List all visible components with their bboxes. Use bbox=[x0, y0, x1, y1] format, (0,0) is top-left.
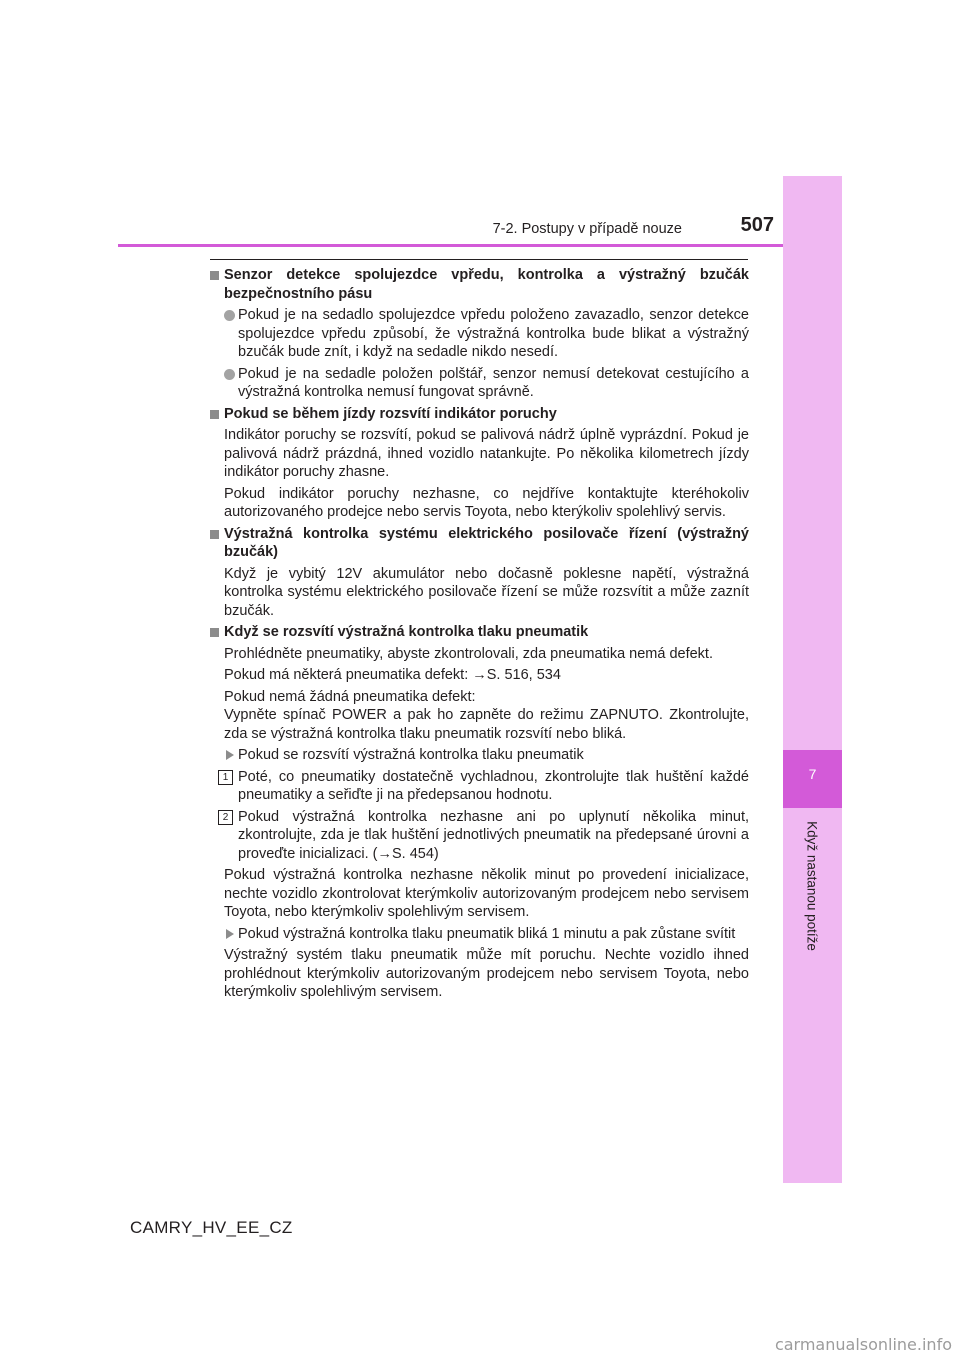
step-item bbox=[209, 808, 749, 864]
chapter-label: Když nastanou potíže bbox=[804, 821, 820, 951]
paragraph: Když je vybitý 12V akumulátor nebo dočasně poklesne napětí, výstražná kontrolka systému elektrického posilovače řízení se může rozsvítit a může zaznít bzučák. bbox=[224, 565, 749, 619]
step-number: 2 bbox=[218, 810, 233, 825]
section-power-steering bbox=[209, 525, 749, 621]
section-tire-pressure bbox=[209, 623, 749, 1002]
step-text: Poté, co pneumatiky dostatečně vychladnou, zkontrolujte tlak huštění každé pneumatiky a seřiďte ji na předepsanou hodnotu. bbox=[238, 768, 749, 803]
content-top-rule bbox=[210, 259, 748, 260]
step-text: Pokud výstražná kontrolka nezhasne ani po uplynutí několika minut, zkontrolujte, zda je tlak huštění jednotlivých pneumatik na předepsané úrovni a proveďte inicializaci. (→S. 454) bbox=[238, 808, 749, 862]
section-heading: Senzor detekce spolujezdce vpředu, kontrolka a výstražný bzučák bezpečnostního pásu bbox=[224, 267, 749, 302]
section-heading: Výstražná kontrolka systému elektrického posilovače řízení (výstražný bzučák) bbox=[224, 525, 749, 560]
watermark: carmanualsonline.info bbox=[774, 1335, 952, 1354]
paragraph-line: Pokud nemá žádná pneumatika defekt: bbox=[224, 688, 476, 705]
chapter-number: 7 bbox=[808, 766, 817, 782]
subheading-text: Pokud se rozsvítí výstražná kontrolka tlaku pneumatik bbox=[238, 747, 584, 763]
section-malfunction-indicator bbox=[209, 405, 749, 522]
step-number: 1 bbox=[218, 770, 233, 785]
square-bullet-icon bbox=[210, 410, 219, 419]
section-heading: Když se rozsvítí výstražná kontrolka tlaku pneumatik bbox=[224, 624, 589, 640]
paragraph: Indikátor poruchy se rozsvítí, pokud se palivová nádrž úplně vyprázdní. Pokud je palivová nádrž prázdná, ihned vozidlo natankujte. Po několika kilometrech jízdy indikátor poruchy zhasne. bbox=[224, 427, 749, 480]
paragraph: Pokud výstražná kontrolka nezhasne několik minut po provedení inicializace, nechte vozidlo zkontrolovat kterýmkoliv autorizovaným prodejcem nebo servisem Toyota, nebo kterýmkoliv spolehlivým servisem. bbox=[224, 867, 749, 920]
subheading-text: Pokud výstražná kontrolka tlaku pneumatik bliká 1 minutu a pak zůstane svítit bbox=[238, 925, 736, 942]
square-bullet-icon bbox=[210, 271, 219, 280]
chapter-tab-strip bbox=[783, 176, 842, 1183]
header-rule bbox=[118, 244, 783, 247]
subheading bbox=[209, 746, 749, 765]
triangle-arrow-icon bbox=[226, 929, 234, 939]
paragraph: Pokud má některá pneumatika defekt: →S. 516, 534 bbox=[224, 667, 561, 683]
paragraph-line: Vypněte spínač POWER a pak ho zapněte do režimu ZAPNUTO. Zkontrolujte, zda se výstražná kontrolka tlaku pneumatik rozsvítí nebo bliká. bbox=[224, 707, 749, 742]
section-passenger-sensor bbox=[209, 266, 749, 402]
list-item bbox=[209, 306, 749, 362]
list-item-text: Pokud je na sedadle položen polštář, senzor nemusí detekovat cestujícího a výstražná kontrolka nemusí fungovat správně. bbox=[238, 365, 749, 400]
circle-bullet-icon bbox=[224, 310, 235, 321]
document-code: CAMRY_HV_EE_CZ bbox=[130, 1218, 293, 1237]
step-item bbox=[209, 768, 749, 805]
circle-bullet-icon bbox=[224, 369, 235, 380]
paragraph: Výstražný systém tlaku pneumatik může mít poruchu. Nechte vozidlo ihned prohlédnout kterýmkoliv autorizovaným prodejcem nebo servisem Toyota, nebo kterýmkoliv spolehlivým servisem. bbox=[224, 947, 749, 1000]
page-content bbox=[209, 266, 749, 1005]
paragraph bbox=[209, 688, 749, 744]
subheading bbox=[209, 925, 749, 944]
list-item bbox=[209, 365, 749, 402]
triangle-arrow-icon bbox=[226, 750, 234, 760]
square-bullet-icon bbox=[210, 530, 219, 539]
square-bullet-icon bbox=[210, 628, 219, 637]
section-title: 7-2. Postupy v případě nouze bbox=[492, 221, 682, 237]
list-item-text: Pokud je na sedadlo spolujezdce vpředu položeno zavazadlo, senzor detekce spolujezdce vpředu způsobí, že výstražná kontrolka bude blikat a výstražný bzučák bude znít, i když na sedadle nikdo nesedí. bbox=[238, 307, 749, 360]
paragraph: Prohlédněte pneumatiky, abyste zkontrolovali, zda pneumatika nemá defekt. bbox=[224, 645, 713, 662]
paragraph: Pokud indikátor poruchy nezhasne, co nejdříve kontaktujte kteréhokoliv autorizovaného prodejce nebo servis Toyota, nebo kterýkoliv spolehlivý servis. bbox=[224, 485, 749, 520]
section-heading: Pokud se během jízdy rozsvítí indikátor poruchy bbox=[224, 405, 557, 422]
page-number: 507 bbox=[740, 214, 774, 236]
